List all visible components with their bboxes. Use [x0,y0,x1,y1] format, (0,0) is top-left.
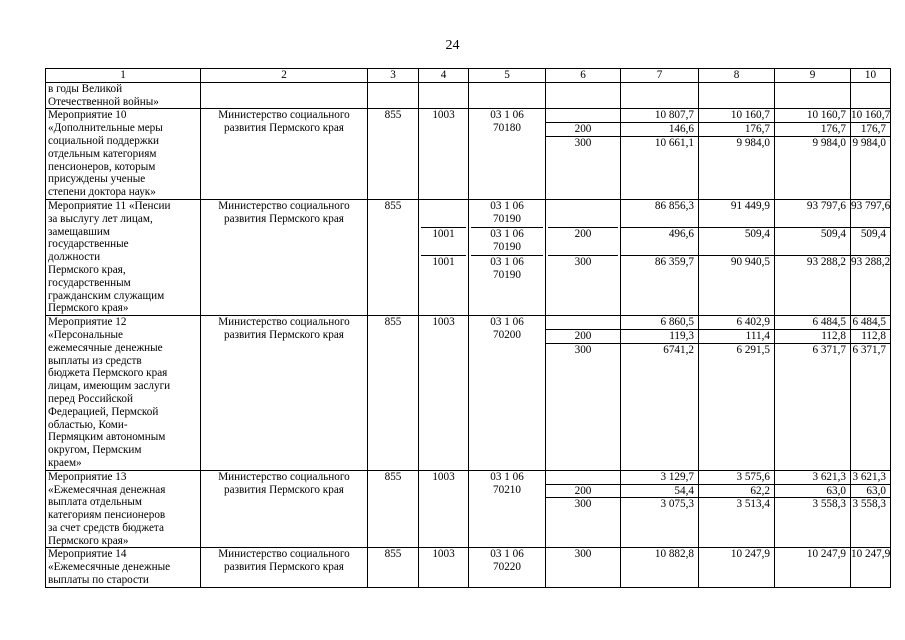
amount-value: 10 661,1 [654,136,694,149]
executor-line: развития Пермского края [224,483,344,496]
name-line: перед Российской [48,392,133,405]
amount-cell [699,470,775,548]
sub-block [699,200,774,227]
executor-line: развития Пермского края [224,328,344,341]
column-header: 9 [775,69,851,83]
vr-cell [546,109,621,200]
name-line: «Ежемесячные денежные [48,561,171,574]
name-line: Отечественной войны» [48,95,159,108]
csr-cell [469,109,546,200]
csr-code: 70220 [493,561,521,574]
name-line: Мероприятие 11 «Пенсии [48,199,171,212]
sub-block [621,255,698,283]
executor-line: Министерство социального [218,316,350,329]
name-line: за счет средств бюджета [48,521,164,534]
name-line: Мероприятие 14 [48,548,127,561]
amount-cell [775,548,851,587]
measure-name-cell [46,199,201,315]
executor-cell [201,548,368,587]
amount-value: 3 621,3 [851,471,890,485]
sub-block [775,255,850,283]
executor-cell [201,109,368,200]
value: 509,4 [744,227,770,240]
executor-line: Министерство социального [218,199,350,212]
amount-value: 6741,2 [663,343,694,356]
amount-cell [699,199,775,315]
vr-code [546,471,620,485]
grbs-code: 855 [384,548,402,561]
vr-code: 300 [574,548,592,561]
amount-value: 3 513,4 [736,498,770,511]
sub-block [548,227,618,255]
table-row [46,199,891,315]
executor-line: Министерство социального [218,109,350,122]
section-cell [419,316,469,471]
column-header: 6 [546,69,621,83]
name-line: «Персональные [48,328,123,341]
name-line: Пермского края» [48,302,129,315]
vr-cell [546,548,621,587]
amount-value: 10 247,9 [730,548,770,561]
section-cell [419,199,469,315]
section-cell [419,109,469,200]
sub-block [699,227,774,255]
value [548,200,618,213]
name-line: Мероприятие 10 [48,109,127,122]
value: 86 359,7 [654,255,694,268]
executor-line: развития Пермского края [224,212,344,225]
name-line: замещавшим [48,225,110,238]
grbs-code: 855 [384,199,402,212]
executor-line: развития Пермского края [224,122,344,135]
sub-block [548,255,618,283]
amount-value: 176,7 [699,123,774,137]
amount-value: 10 247,9 [851,548,891,561]
value: 03 1 06 [490,255,524,268]
name-line: «Ежемесячная денежная [48,483,166,496]
value: 86 856,3 [654,199,694,212]
csr-cell [469,82,546,109]
grbs-code: 855 [384,316,402,329]
name-line: Пермского края, [48,263,126,276]
grbs-cell [368,199,419,315]
table-row [46,316,891,471]
name-line: государственные [48,238,129,251]
value: 03 1 06 [490,227,524,240]
sub-block [851,200,890,227]
value: 93 797,6 [851,199,891,212]
executor-cell [201,199,368,315]
name-line: «Дополнительные меры [48,122,163,135]
amount-cell [851,316,891,471]
section-cell [419,548,469,587]
csr-code: 70200 [493,328,521,341]
name-line: лицам, имеющим заслуги [48,380,171,393]
amount-cell [621,109,699,200]
name-line: областью, Коми- [48,418,128,431]
table-body [46,69,891,588]
amount-value: 119,3 [621,330,698,344]
amount-cell [775,470,851,548]
value: 496,6 [668,227,694,240]
amount-value: 6 291,5 [736,343,770,356]
amount-value: 3 075,3 [660,498,694,511]
name-line: выплата отдельным [48,496,142,509]
csr-code: 70210 [493,483,521,496]
name-line: выплаты из средств [48,354,142,367]
executor-line: развития Пермского края [224,561,344,574]
csr-code: 03 1 06 [490,316,524,329]
section-code: 1003 [432,316,455,329]
vr-code [546,109,620,123]
measure-name-cell [46,109,201,200]
amount-cell [699,82,775,109]
section-code: 1003 [432,470,455,483]
amount-cell [621,470,699,548]
name-line: степени доктора наук» [48,186,156,199]
vr-code: 300 [574,498,592,511]
amount-cell [775,199,851,315]
amount-value: 111,4 [699,330,774,344]
table-row [46,82,891,109]
sub-block [775,200,850,227]
amount-value: 9 984,0 [852,136,886,149]
sub-block [471,255,543,283]
value: 90 940,5 [730,255,770,268]
value: 509,4 [860,227,886,240]
column-header: 1 [46,69,201,83]
value [421,200,466,213]
value: 93 797,6 [806,199,846,212]
amount-cell [621,548,699,587]
grbs-cell [368,548,419,587]
csr-code: 03 1 06 [490,109,524,122]
amount-value: 146,6 [621,123,698,137]
name-line: ежемесячные денежные [48,341,163,354]
value: 93 288,2 [851,255,891,268]
name-line: округом, Пермским [48,444,142,457]
budget-table [45,68,891,588]
column-header: 4 [419,69,469,83]
amount-value: 112,8 [775,330,850,344]
amount-value: 6 402,9 [699,316,774,330]
section-cell [419,82,469,109]
name-line: Федерацией, Пермской [48,405,159,418]
column-header: 7 [621,69,699,83]
value: 200 [574,227,592,240]
name-line: государственным [48,276,131,289]
amount-value: 9 984,0 [812,136,846,149]
name-line: присуждены ученые [48,173,146,186]
vr-code: 200 [546,330,620,344]
sub-block [775,227,850,255]
vr-cell [546,470,621,548]
sub-block [699,255,774,283]
amount-cell [621,199,699,315]
amount-cell [621,316,699,471]
column-header: 8 [699,69,775,83]
page-number: 24 [445,38,460,53]
value: 1001 [432,255,455,268]
sub-block [851,255,890,283]
amount-value: 3 575,6 [699,471,774,485]
vr-code: 200 [546,485,620,499]
value: 03 1 06 [490,199,524,212]
amount-cell [851,109,891,200]
section-code: 1003 [432,109,455,122]
name-line: бюджета Пермского края [48,367,168,380]
value: 70190 [493,240,521,253]
amount-value: 3 621,3 [775,471,850,485]
executor-line: Министерство социального [218,548,350,561]
amount-cell [851,199,891,315]
name-line: в годы Великой [48,82,123,95]
amount-value: 63,0 [851,485,890,499]
grbs-cell [368,82,419,109]
amount-cell [851,82,891,109]
amount-value: 6 860,5 [621,316,698,330]
amount-value: 10 247,9 [806,548,846,561]
amount-value: 6 484,5 [775,316,850,330]
measure-name-cell [46,316,201,471]
amount-cell [775,82,851,109]
amount-value: 3 129,7 [621,471,698,485]
column-header: 5 [469,69,546,83]
csr-cell [469,199,546,315]
amount-cell [699,316,775,471]
value: 70190 [493,212,521,225]
amount-cell [699,548,775,587]
grbs-code: 855 [384,470,402,483]
csr-cell [469,316,546,471]
amount-value: 112,8 [851,330,890,344]
csr-cell [469,548,546,587]
sub-block [471,200,543,227]
grbs-cell [368,316,419,471]
section-code: 1003 [432,548,455,561]
amount-cell [621,82,699,109]
table-row [46,548,891,587]
value: 93 288,2 [806,255,846,268]
amount-value: 10 160,7 [851,109,891,122]
amount-value: 6 371,7 [852,343,886,356]
section-cell [419,470,469,548]
grbs-code: 855 [384,109,402,122]
sub-block [621,227,698,255]
amount-value: 6 484,5 [851,316,890,330]
measure-name-cell [46,82,201,109]
column-header: 2 [201,69,368,83]
name-line: Пермяцким автономным [48,431,166,444]
vr-cell [546,316,621,471]
name-line: должности [48,251,101,264]
amount-value: 3 558,3 [852,498,886,511]
executor-cell [201,316,368,471]
vr-cell [546,82,621,109]
amount-value: 62,2 [699,485,774,499]
name-line: пенсионеров, которым [48,160,156,173]
vr-code: 200 [546,123,620,137]
amount-value: 176,7 [775,123,850,137]
amount-value: 54,4 [621,485,698,499]
name-line: Пермского края» [48,534,129,547]
value: 509,4 [820,227,846,240]
vr-cell [546,199,621,315]
sub-block [421,227,466,255]
amount-value: 10 160,7 [699,109,774,123]
table-row [46,470,891,548]
measure-name-cell [46,470,201,548]
name-line: краем» [48,456,82,469]
vr-code [546,316,620,330]
amount-cell [851,470,891,548]
amount-value: 10 882,8 [654,548,694,561]
amount-value: 10 160,7 [775,109,850,123]
header-row [46,69,891,83]
amount-value: 10 807,7 [621,109,698,123]
executor-line: Министерство социального [218,470,350,483]
amount-value: 6 371,7 [812,343,846,356]
name-line: социальной поддержки [48,134,160,147]
csr-cell [469,470,546,548]
amount-value: 9 984,0 [736,136,770,149]
amount-cell [775,316,851,471]
csr-code: 03 1 06 [490,548,524,561]
measure-name-cell [46,548,201,587]
executor-cell [201,82,368,109]
name-line: категориям пенсионеров [48,509,166,522]
name-line: выплаты по старости [48,574,149,587]
amount-cell [699,109,775,200]
amount-cell [775,109,851,200]
grbs-cell [368,470,419,548]
column-header: 10 [851,69,891,83]
amount-cell [851,548,891,587]
grbs-cell [368,109,419,200]
csr-code: 03 1 06 [490,470,524,483]
executor-cell [201,470,368,548]
table-row [46,109,891,200]
vr-code: 300 [574,136,592,149]
value: 1001 [432,227,455,240]
name-line: Мероприятие 13 [48,470,127,483]
name-line: за выслугу лет лицам, [48,212,153,225]
sub-block [548,200,618,227]
sub-block [471,227,543,255]
value: 300 [574,255,592,268]
value: 70190 [493,268,521,281]
csr-code: 70180 [493,122,521,135]
amount-value: 176,7 [851,123,890,137]
amount-value: 3 558,3 [812,498,846,511]
vr-code: 300 [574,343,592,356]
value: 91 449,9 [730,199,770,212]
sub-block [421,200,466,227]
name-line: гражданским служащим [48,289,165,302]
sub-block [851,227,890,255]
name-line: отдельным категориям [48,147,157,160]
column-header: 3 [368,69,419,83]
name-line: Мероприятие 12 [48,316,127,329]
sub-block [621,200,698,227]
sub-block [421,255,466,283]
amount-value: 63,0 [775,485,850,499]
